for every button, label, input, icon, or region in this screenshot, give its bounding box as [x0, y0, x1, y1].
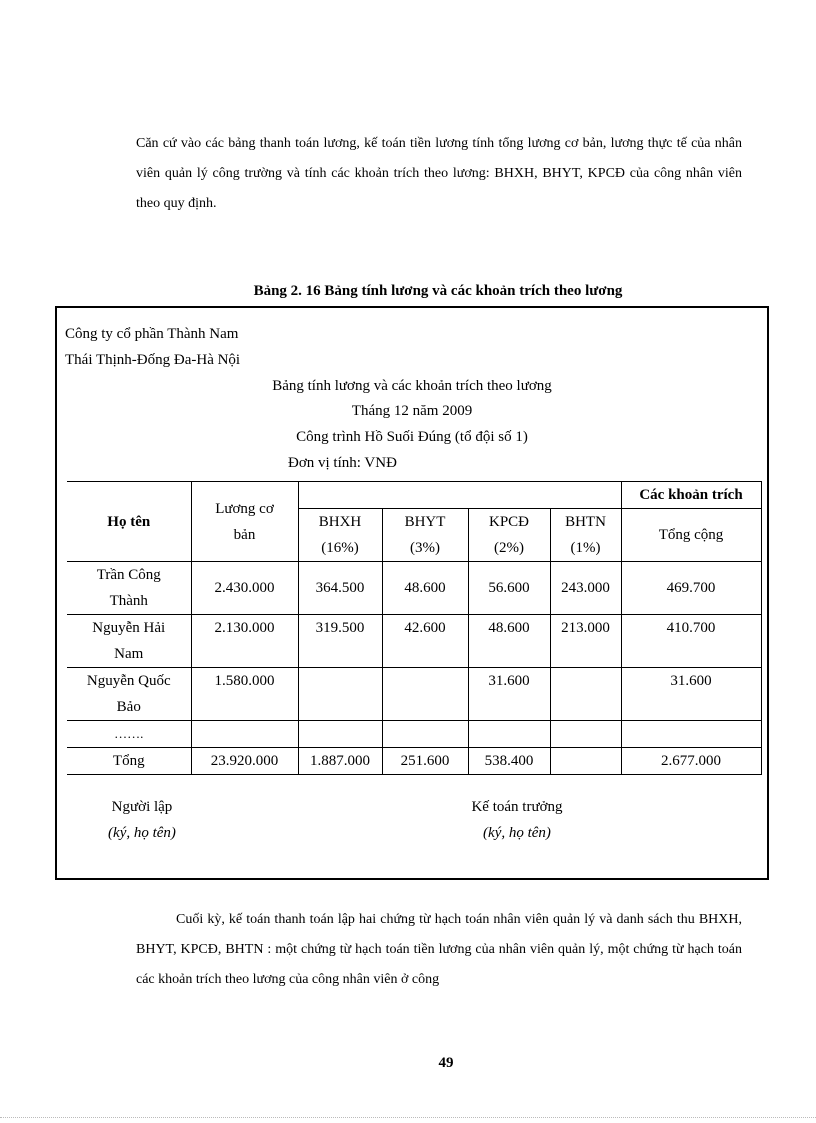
header-deductions-group: Các khoản trích — [621, 482, 761, 509]
header-name: Họ tên — [67, 482, 191, 562]
table-row — [67, 562, 761, 615]
cell-bhtn: 243.000 — [550, 562, 621, 615]
salary-sheet-frame — [55, 306, 769, 880]
cell-basic: 2.130.000 — [191, 615, 298, 668]
cell-kpcd: 48.600 — [468, 615, 550, 668]
salary-table — [67, 481, 762, 775]
cell-bhxh — [298, 668, 382, 721]
closing-paragraph: Cuối kỳ, kế toán thanh toán lập hai chứng từ hạch toán nhân viên quản lý và danh sách thu BHXH, BHYT, KPCĐ, BHTN : một chứng từ hạch toán tiền lương của nhân viên quản lý, một chứng từ hạch toán các khoản trích theo lương của công nhân viên ở công — [136, 912, 742, 987]
table-caption: Bảng 2. 16 Bảng tính lương và các khoản trích theo lương — [253, 283, 623, 299]
cell-kpcd: 31.600 — [468, 668, 550, 721]
sum-bhxh: 1.887.000 — [298, 748, 382, 775]
chief-accountant-role: Kế toán trưởng — [471, 799, 563, 815]
preparer-role: Người lập — [111, 799, 173, 815]
cell-total: 469.700 — [621, 562, 761, 615]
header-bhtn: BHTN (1%) — [550, 509, 621, 562]
sum-row — [67, 748, 761, 775]
company-name: Công ty cổ phần Thành Nam — [65, 326, 239, 342]
cell-bhtn: 213.000 — [550, 615, 621, 668]
table-row — [67, 615, 761, 668]
intro-paragraph: Căn cứ vào các bảng thanh toán lương, kế toán tiền lương tính tổng lương cơ bản, lương thực tế của nhân viên quản lý công trường và tính các khoản trích theo lương: BHXH, BHYT, KPCĐ của công nhân viên theo quy định. — [136, 136, 742, 211]
cell-basic: 1.580.000 — [191, 668, 298, 721]
cell-bhtn — [550, 668, 621, 721]
header-bhyt: BHYT (3%) — [382, 509, 468, 562]
cell-bhyt — [382, 668, 468, 721]
cell-bhxh: 319.500 — [298, 615, 382, 668]
cell-kpcd: 56.600 — [468, 562, 550, 615]
signature-preparer — [77, 794, 207, 846]
table-row — [67, 668, 761, 721]
cell-bhxh: 364.500 — [298, 562, 382, 615]
sheet-title: Bảng tính lương và các khoản trích theo lương — [272, 378, 552, 394]
sum-total: 2.677.000 — [621, 748, 761, 775]
company-address: Thái Thịnh-Đống Đa-Hà Nội — [65, 352, 241, 368]
cell-name: Nguyễn Quốc Bảo — [67, 668, 191, 721]
cell-name: Nguyễn Hải Nam — [67, 615, 191, 668]
header-blank — [298, 482, 621, 509]
cell-basic: 2.430.000 — [191, 562, 298, 615]
chief-accountant-note: (ký, họ tên) — [483, 825, 551, 841]
sum-bhyt: 251.600 — [382, 748, 468, 775]
header-row — [67, 482, 761, 509]
page-number: 49 — [438, 1055, 454, 1071]
project-name: Công trình Hồ Suối Đúng (tổ đội số 1) — [296, 429, 528, 445]
cell-bhyt: 48.600 — [382, 562, 468, 615]
sum-kpcd: 538.400 — [468, 748, 550, 775]
header-bhxh: BHXH (16%) — [298, 509, 382, 562]
currency-unit: Đơn vị tính: VNĐ — [288, 455, 397, 471]
sum-bhtn — [550, 748, 621, 775]
sum-label: Tổng — [67, 748, 191, 775]
sheet-month: Tháng 12 năm 2009 — [351, 403, 473, 419]
cell-ellipsis: ……. — [67, 721, 191, 748]
sum-basic: 23.920.000 — [191, 748, 298, 775]
cell-bhyt: 42.600 — [382, 615, 468, 668]
cell-name: Trần Công Thành — [67, 562, 191, 615]
header-total: Tổng cộng — [621, 509, 761, 562]
header-basic-salary: Lương cơ bản — [191, 482, 298, 562]
table-row — [67, 721, 761, 748]
preparer-note: (ký, họ tên) — [108, 825, 176, 841]
page-footer-rule — [0, 1117, 816, 1118]
signature-chief-accountant — [442, 794, 592, 846]
cell-total: 410.700 — [621, 615, 761, 668]
header-kpcd: KPCĐ (2%) — [468, 509, 550, 562]
cell-total: 31.600 — [621, 668, 761, 721]
